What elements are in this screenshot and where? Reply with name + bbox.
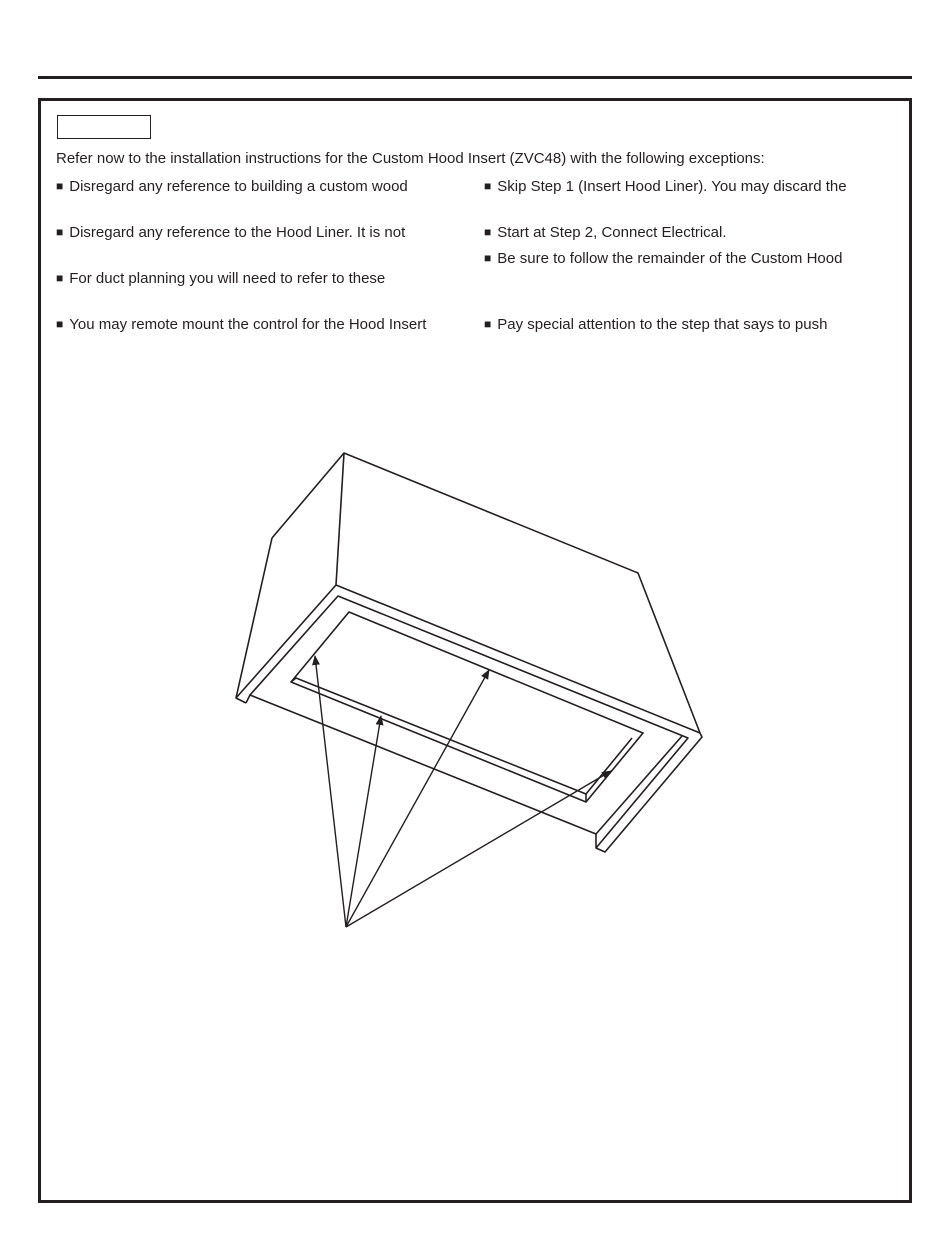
bullet-text: For duct planning you will need to refer to these [69,270,386,287]
bullet-text: Start at Step 2, Connect Electrical. [497,224,727,241]
bullet-square-icon: ■ [56,317,64,331]
bullet-square-icon: ■ [56,179,64,193]
hood-lip-left [236,585,336,698]
hood-front-edge [336,453,344,585]
hood-outer-lip [336,585,702,852]
hood-lip-bottom [246,695,596,834]
bullet-square-icon: ■ [484,225,492,239]
bullet-square-icon: ■ [484,251,492,265]
opening-outline [291,612,643,802]
intro-text: Refer now to the installation instructions for the Custom Hood Insert (ZVC48) with the following exceptions: [56,150,765,167]
bullet-square-icon: ■ [56,225,64,239]
opening-lip-corner [586,738,632,794]
bullet-square-icon: ■ [484,317,492,331]
bullet-square-icon: ■ [484,179,492,193]
bullet-text: Disregard any reference to the Hood Liner. It is not [69,224,406,241]
bullet-text: Skip Step 1 (Insert Hood Liner). You may discard the [497,178,847,195]
leader-arrow-4 [346,771,611,927]
frame-inner-right [596,736,682,834]
bullet-text: Be sure to follow the remainder of the Custom Hood [497,250,843,267]
bullet-text: You may remote mount the control for the Hood Insert [69,316,427,333]
hood-top-outline [272,453,700,733]
bullet-square-icon: ■ [56,271,64,285]
bullet-text: Pay special attention to the step that says to push [497,316,828,333]
bullet-text: Disregard any reference to building a custom wood [69,178,408,195]
